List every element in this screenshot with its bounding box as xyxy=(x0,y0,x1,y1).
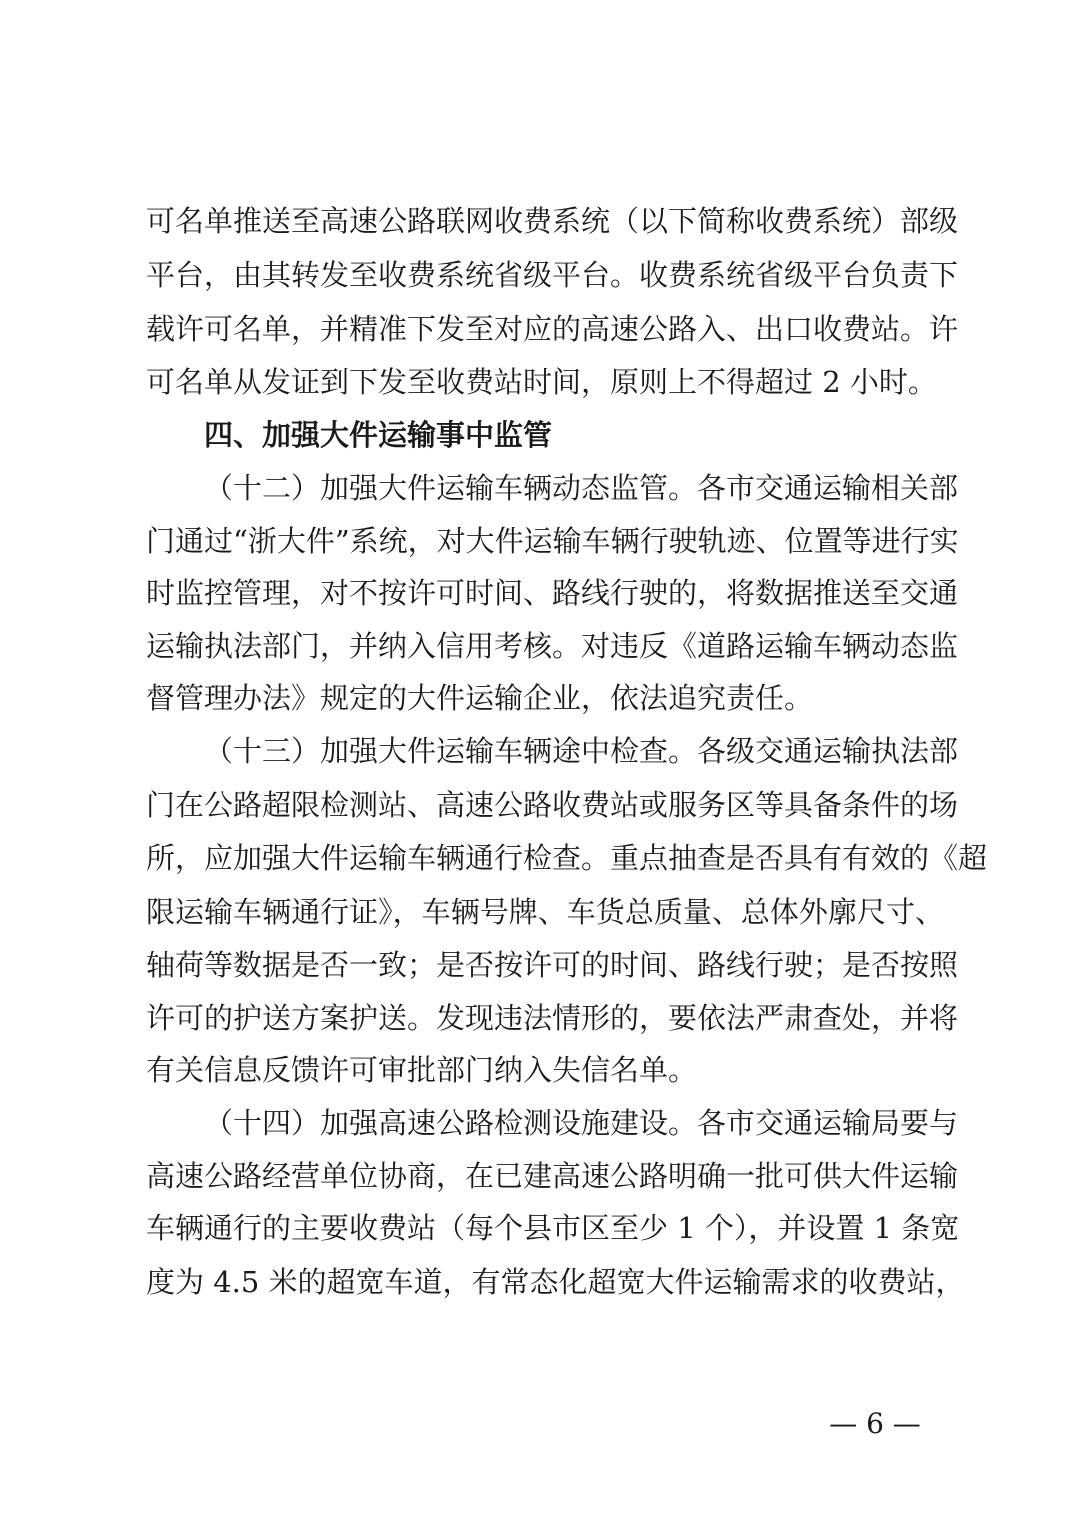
paragraph-heading-line: （十三）加强大件运输车辆途中检查。各级交通运输执法部 xyxy=(204,734,959,768)
body-text-line: 有关信息反馈许可审批部门纳入失信名单。 xyxy=(146,1053,698,1087)
body-text-line: 度为 4.5 米的超宽车道，有常态化超宽大件运输需求的收费站， xyxy=(146,1265,965,1299)
body-text-line: 高速公路经营单位协商，在已建高速公路明确一批可供大件运输 xyxy=(146,1159,959,1193)
body-text-line: 平台，由其转发至收费系统省级平台。收费系统省级平台负责下 xyxy=(146,258,959,292)
body-text-line: 许可的护送方案护送。发现违法情形的，要依法严肃查处，并将 xyxy=(146,1001,959,1035)
page-number: — 6 — xyxy=(829,1407,921,1440)
body-text-line: 时监控管理，对不按许可时间、路线行驶的，将数据推送至交通 xyxy=(146,576,959,610)
body-text-line: 载许可名单，并精准下发至对应的高速公路入、出口收费站。许 xyxy=(146,312,959,346)
body-text-line: 限运输车辆通行证》，车辆号牌、车货总质量、总体外廓尺寸、 xyxy=(146,895,944,929)
body-text-line: 轴荷等数据是否一致；是否按许可的时间、路线行驶；是否按照 xyxy=(146,948,959,982)
body-text-line: 门通过“浙大件”系统，对大件运输车辆行驶轨迹、位置等进行实 xyxy=(146,524,959,558)
body-text-line: 车辆通行的主要收费站（每个县市区至少 1 个），并设置 1 条宽 xyxy=(146,1211,960,1245)
body-text-line: 所，应加强大件运输车辆通行检查。重点抽查是否具有有效的《超 xyxy=(146,841,988,875)
paragraph-heading-line: （十二）加强大件运输车辆动态监管。各市交通运输相关部 xyxy=(204,471,959,505)
body-text-line: 督管理办法》规定的大件运输企业，依法追究责任。 xyxy=(146,681,814,715)
body-text-line: 运输执法部门，并纳入信用考核。对违反《道路运输车辆动态监 xyxy=(146,629,959,663)
body-text-line: 可名单从发证到下发至收费站时间，原则上不得超过 2 小时。 xyxy=(146,365,937,399)
section-heading: 四、加强大件运输事中监管 xyxy=(204,418,553,452)
body-text-line: 门在公路超限检测站、高速公路收费站或服务区等具备条件的场 xyxy=(146,788,959,822)
body-text-line: 可名单推送至高速公路联网收费系统（以下简称收费系统）部级 xyxy=(146,204,959,238)
paragraph-heading-line: （十四）加强高速公路检测设施建设。各市交通运输局要与 xyxy=(204,1106,959,1140)
